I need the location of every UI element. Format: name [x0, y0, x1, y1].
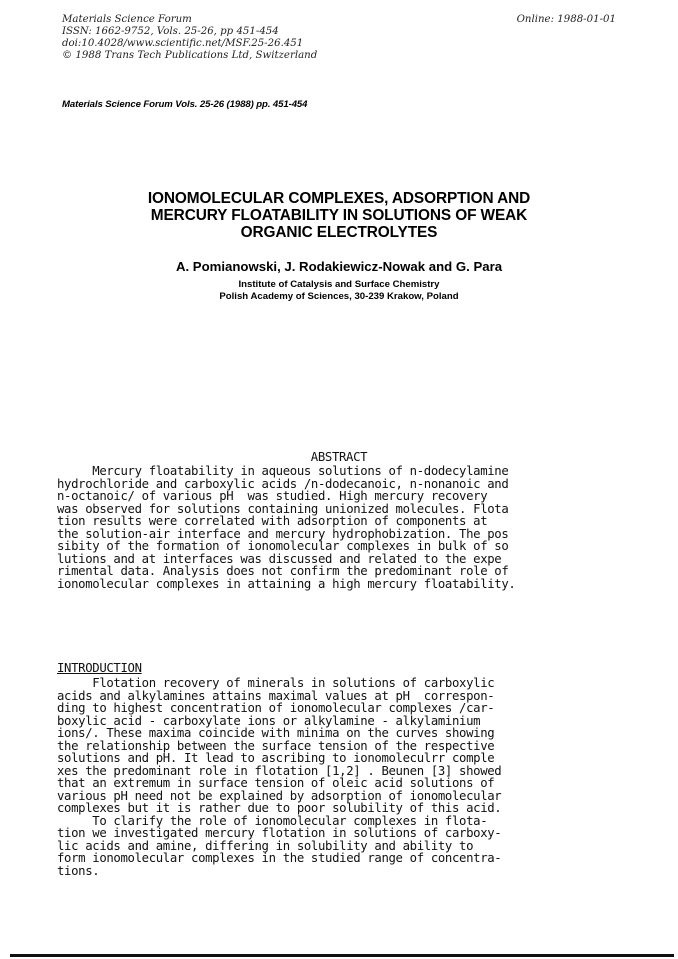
title-line: ORGANIC ELECTROLYTES — [240, 224, 438, 241]
footer-rule — [10, 954, 674, 957]
introduction-line: lic acids and amine, differing in solubility and ability to — [57, 838, 474, 853]
abstract-line: the solution-air interface and mercury hydrophobization. The pos — [57, 526, 509, 541]
title-line: IONOMOLECULAR COMPLEXES, ADSORPTION AND — [147, 190, 531, 207]
introduction-line: ding to highest concentration of ionomolecular complexes /car- — [57, 701, 495, 715]
introduction-line: complexes but it is rather due to poor solubility of this acid. — [57, 801, 502, 815]
introduction-heading: INTRODUCTION — [57, 661, 142, 675]
paper-title — [0, 190, 678, 241]
abstract-line: Mercury floatability in aqueous solutions of n-dodecylamine — [57, 464, 509, 478]
introduction-line: solutions and pH. It lead to ascribing to ionomoleculrr comple — [57, 751, 495, 765]
abstract-line: lutions and at interfaces was discussed and related to the expe — [57, 551, 502, 566]
meta-doi: doi:10.4028/www.scientific.net/MSF.25-26.451 — [62, 38, 304, 49]
introduction-line: tions. — [57, 863, 100, 878]
abstract-line: sibity of the formation of ionomolecular complexes in bulk of so — [57, 539, 509, 553]
introduction-body — [57, 677, 501, 877]
introduction-line: the relationship between the surface tension of the respective — [57, 738, 495, 753]
meta-issn: ISSN: 1662-9752, Vols. 25-26, pp 451-454 — [62, 26, 279, 37]
abstract-line: was observed for solutions containing unionized molecules. Flota — [57, 501, 509, 516]
journal-citation: Materials Science Forum Vols. 25-26 (1988) pp. 451-454 — [62, 99, 308, 110]
abstract-heading: ABSTRACT — [310, 450, 368, 464]
introduction-line: Flotation recovery of minerals in solutions of carboxylic — [57, 676, 495, 690]
introduction-line: various pH need not be explained by adsorption of ionomolecular — [57, 788, 502, 803]
introduction-line: that an extremum in surface tension of oleic acid solutions of — [57, 776, 495, 790]
abstract-line: ionomolecular complexes in attaining a high mercury floatability. — [57, 576, 516, 591]
introduction-line: tion we investigated mercury flotation in solutions of carboxy- — [57, 826, 502, 840]
abstract-body — [57, 465, 515, 590]
introduction-line: boxylic acid - carboxylate ions or alkylamine - alkylaminium — [57, 713, 481, 728]
abstract-line: rimental data. Analysis does not confirm the predominant role of — [57, 564, 509, 578]
affiliation — [0, 279, 678, 303]
introduction-line: To clarify the role of ionomolecular complexes in flota- — [57, 813, 488, 828]
publication-metadata — [62, 14, 317, 62]
affiliation-line: Polish Academy of Sciences, 30-239 Krakow, Poland — [219, 291, 459, 302]
affiliation-line: Institute of Catalysis and Surface Chemistry — [238, 279, 440, 290]
authors: A. Pomianowski, J. Rodakiewicz-Nowak and G. Para — [175, 259, 503, 274]
meta-journal: Materials Science Forum — [62, 14, 192, 25]
online-date: Online: 1988-01-01 — [516, 14, 616, 25]
title-line: MERCURY FLOATABILITY IN SOLUTIONS OF WEAK — [150, 207, 528, 224]
meta-copyright: © 1988 Trans Tech Publications Ltd, Switzerland — [62, 50, 318, 61]
abstract-line: hydrochloride and carboxylic acids /n-dodecanoic, n-nonanoic and — [57, 476, 509, 491]
abstract-line: tion results were correlated with adsorption of components at — [57, 514, 488, 528]
introduction-line: form ionomolecular complexes in the studied range of concentra- — [57, 851, 502, 865]
introduction-line: ions/. These maxima coincide with minima on the curves showing — [57, 726, 495, 740]
introduction-line: xes the predominant role in flotation [1,2] . Beunen [3] showed — [57, 763, 502, 778]
abstract-line: n-octanoic/ of various pH was studied. High mercury recovery — [57, 489, 488, 503]
introduction-line: acids and alkylamines attains maximal values at pH correspon- — [57, 688, 495, 703]
